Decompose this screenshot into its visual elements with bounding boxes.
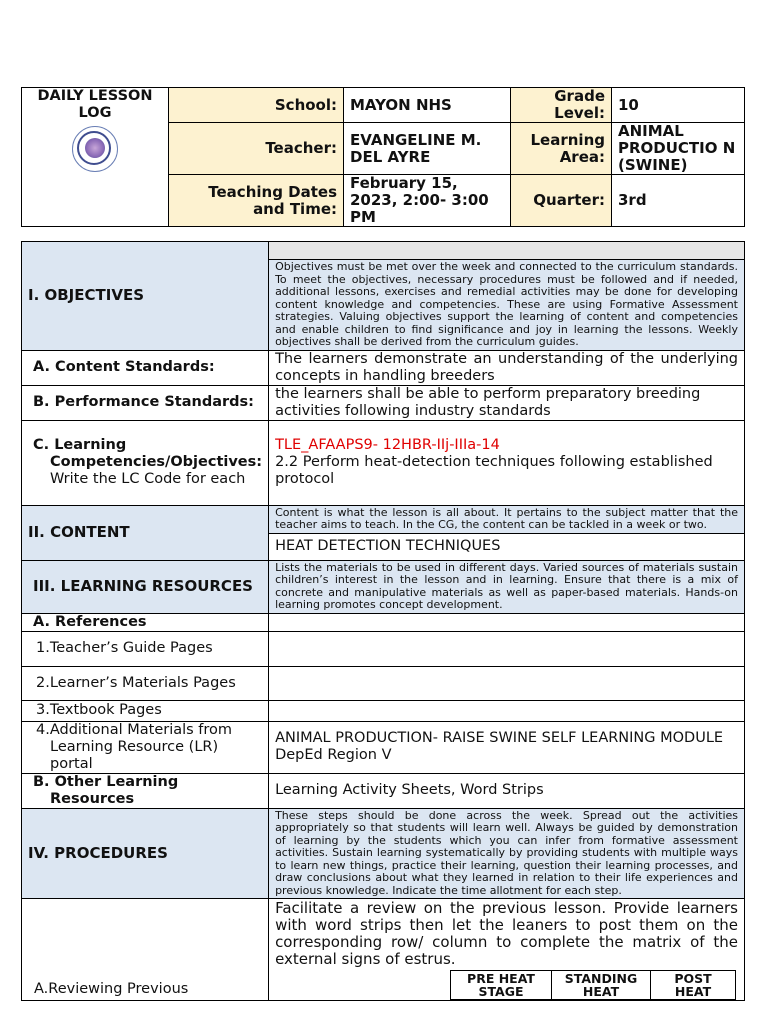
resources-note: Lists the materials to be used in different days. Varied sources of materials sustain children’s interest in the lesson and in learning. Ensure that there is a mix of concrete and manipulative materials as well as paper-based materials. Hands-on learning promotes concept development. (269, 560, 745, 613)
dates-value: February 15, 2023, 2:00- 3:00 PM (344, 175, 511, 227)
review-label: A.Reviewing Previous (22, 899, 269, 1001)
performance-standards-label: B. Performance Standards: (22, 385, 269, 420)
competencies-cell (22, 420, 269, 505)
other-resources-value: Learning Activity Sheets, Word Strips (269, 773, 745, 808)
lesson-table (21, 241, 745, 1001)
content-heading: II. CONTENT (22, 505, 269, 560)
textbook-value (269, 700, 745, 721)
estrus-matrix (450, 970, 736, 1000)
teacher-value: EVANGELINE M. DEL AYRE (344, 123, 511, 175)
resources-heading: III. LEARNING RESOURCES (22, 560, 269, 613)
review-value: Facilitate a review on the previous lesson. Provide learners with word strips then let the leaners to post them on the corresponding row/ column to complete the matrix of the external signs of estrus. (275, 899, 738, 968)
competencies-value: 2.2 Perform heat-detection techniques following established protocol (275, 454, 713, 487)
competencies-label: C. Learning Competencies/Objectives: (33, 437, 263, 470)
textbook-label: 3.Textbook Pages (22, 700, 269, 721)
review-cell (269, 899, 745, 1001)
quarter-value: 3rd (612, 175, 745, 227)
school-label: School: (169, 88, 344, 123)
content-standards-value: The learners demonstrate an understanding of the underlying concepts in handling breeders (269, 350, 745, 385)
performance-standards-value: the learners shall be able to perform preparatory breeding activities following industry standards (269, 385, 745, 420)
teachers-guide-value (269, 631, 745, 666)
lc-code: TLE_AFAAPS9- 12HBR-IIj-IIIa-14 (275, 437, 500, 453)
area-value: ANIMAL PRODUCTIO N (SWINE) (612, 123, 745, 175)
competencies-sub: Write the LC Code for each (50, 471, 246, 487)
grade-value: 10 (612, 88, 745, 123)
quarter-label: Quarter: (511, 175, 612, 227)
area-label: Learning Area: (511, 123, 612, 175)
competencies-value-cell (269, 420, 745, 505)
lr-portal-label: 4.Additional Materials from Learning Resource (LR) portal (22, 721, 269, 773)
content-standards-label: A. Content Standards: (22, 350, 269, 385)
objectives-note: Objectives must be met over the week and connected to the curriculum standards. To meet the objectives, necessary procedures must be followed and if needed, additional lessons, exercises and remedial activities may be done for developing content knowledge and competencies. These are using Formative Assessment strategies. Valuing objectives support the learning of content and competencies and enable children to find significance and joy in learning the lessons. Weekly objectives shall be derived from the curriculum guides. (269, 260, 745, 351)
other-resources-label: B. Other Learning Resources (22, 773, 269, 808)
objectives-grey-bar (269, 242, 745, 260)
procedures-note: These steps should be done across the week. Spread out the activities appropriately so that students will learn well. Always be guided by demonstration of learning by the students which you can infer from formative assessment activities. Sustain learning systematically by providing students with multiple ways to learn new things, practice their learning, question their learning processes, and draw conclusions about what they learned in relation to their life experiences and previous knowledge. Indicate the time allotment for each step. (269, 808, 745, 899)
content-note: Content is what the lesson is all about. It pertains to the subject matter that the teacher aims to teach. In the CG, the content can be tackled in a week or two. (269, 505, 745, 533)
header-table (21, 87, 745, 227)
title-cell (22, 88, 169, 227)
lr-portal-value: ANIMAL PRODUCTION- RAISE SWINE SELF LEARNING MODULE DepEd Region V (269, 721, 745, 773)
school-value: MAYON NHS (344, 88, 511, 123)
matrix-header-pre-heat: PRE HEAT STAGE (451, 971, 552, 1000)
procedures-heading: IV. PROCEDURES (22, 808, 269, 899)
teachers-guide-label: 1.Teacher’s Guide Pages (22, 631, 269, 666)
teacher-label: Teacher: (169, 123, 344, 175)
references-label: A. References (22, 613, 269, 631)
learners-materials-label: 2.Learner’s Materials Pages (22, 666, 269, 700)
grade-label: Grade Level: (511, 88, 612, 123)
dates-label: Teaching Dates and Time: (169, 175, 344, 227)
matrix-header-post-heat: POST HEAT (651, 971, 736, 1000)
objectives-heading: I. OBJECTIVES (22, 242, 269, 351)
matrix-header-standing-heat: STANDING HEAT (552, 971, 651, 1000)
references-value (269, 613, 745, 631)
content-value: HEAT DETECTION TECHNIQUES (269, 533, 745, 560)
deped-seal-icon (72, 126, 118, 172)
document-title: DAILY LESSON LOG (37, 88, 153, 121)
learners-materials-value (269, 666, 745, 700)
